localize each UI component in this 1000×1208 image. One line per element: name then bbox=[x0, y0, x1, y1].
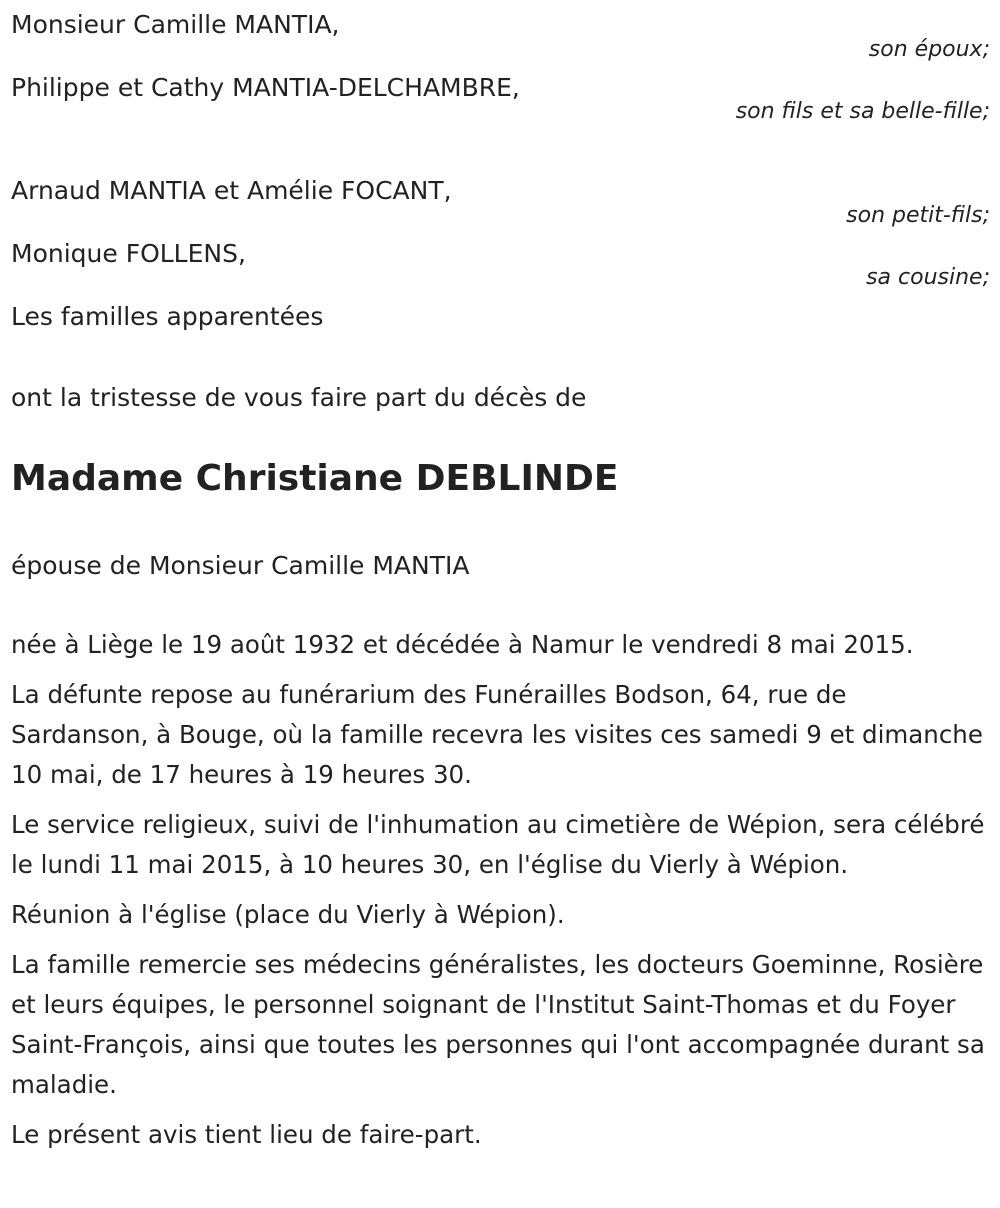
announcement-intro: ont la tristesse de vous faire part du décès de bbox=[11, 383, 587, 412]
thanks-paragraph: La famille remercie ses médecins généralistes, les docteurs Goeminne, Rosière et leurs équipes, le personnel soignant de l'Institut Saint-Thomas et du Foyer Saint-François, ainsi que toutes les personnes qui l'ont accompagnée durant sa maladie. bbox=[11, 950, 985, 1099]
notice-body bbox=[11, 625, 991, 1165]
funeral-home-paragraph: La défunte repose au funérarium des Funérailles Bodson, 64, rue de Sardanson, à Bouge, où la famille recevra les visites ces samedi 9 et dimanche 10 mai, de 17 heures à 19 heures 30. bbox=[11, 680, 983, 789]
relative-role: son petit-fils; bbox=[846, 203, 990, 228]
closing-paragraph: Le présent avis tient lieu de faire-part. bbox=[11, 1120, 482, 1149]
relative-role: sa cousine; bbox=[866, 265, 990, 290]
spouse-line: épouse de Monsieur Camille MANTIA bbox=[11, 551, 470, 580]
birth-death-paragraph: née à Liège le 19 août 1932 et décédée à Namur le vendredi 8 mai 2015. bbox=[11, 630, 914, 659]
relative-role: son fils et sa belle-fille; bbox=[735, 99, 990, 124]
relative-name: Philippe et Cathy MANTIA-DELCHAMBRE, bbox=[11, 73, 520, 102]
service-paragraph: Le service religieux, suivi de l'inhumation au cimetière de Wépion, sera célébré le lundi 11 mai 2015, à 10 heures 30, en l'église du Vierly à Wépion. bbox=[11, 810, 985, 879]
relative-name: Monique FOLLENS, bbox=[11, 239, 246, 268]
deceased-name: Madame Christiane DEBLINDE bbox=[11, 458, 619, 499]
relative-name: Monsieur Camille MANTIA, bbox=[11, 10, 340, 39]
meeting-paragraph: Réunion à l'église (place du Vierly à Wépion). bbox=[11, 900, 565, 929]
relative-name: Arnaud MANTIA et Amélie FOCANT, bbox=[11, 176, 452, 205]
relative-role: son époux; bbox=[868, 37, 990, 62]
relative-name: Les familles apparentées bbox=[11, 302, 324, 331]
